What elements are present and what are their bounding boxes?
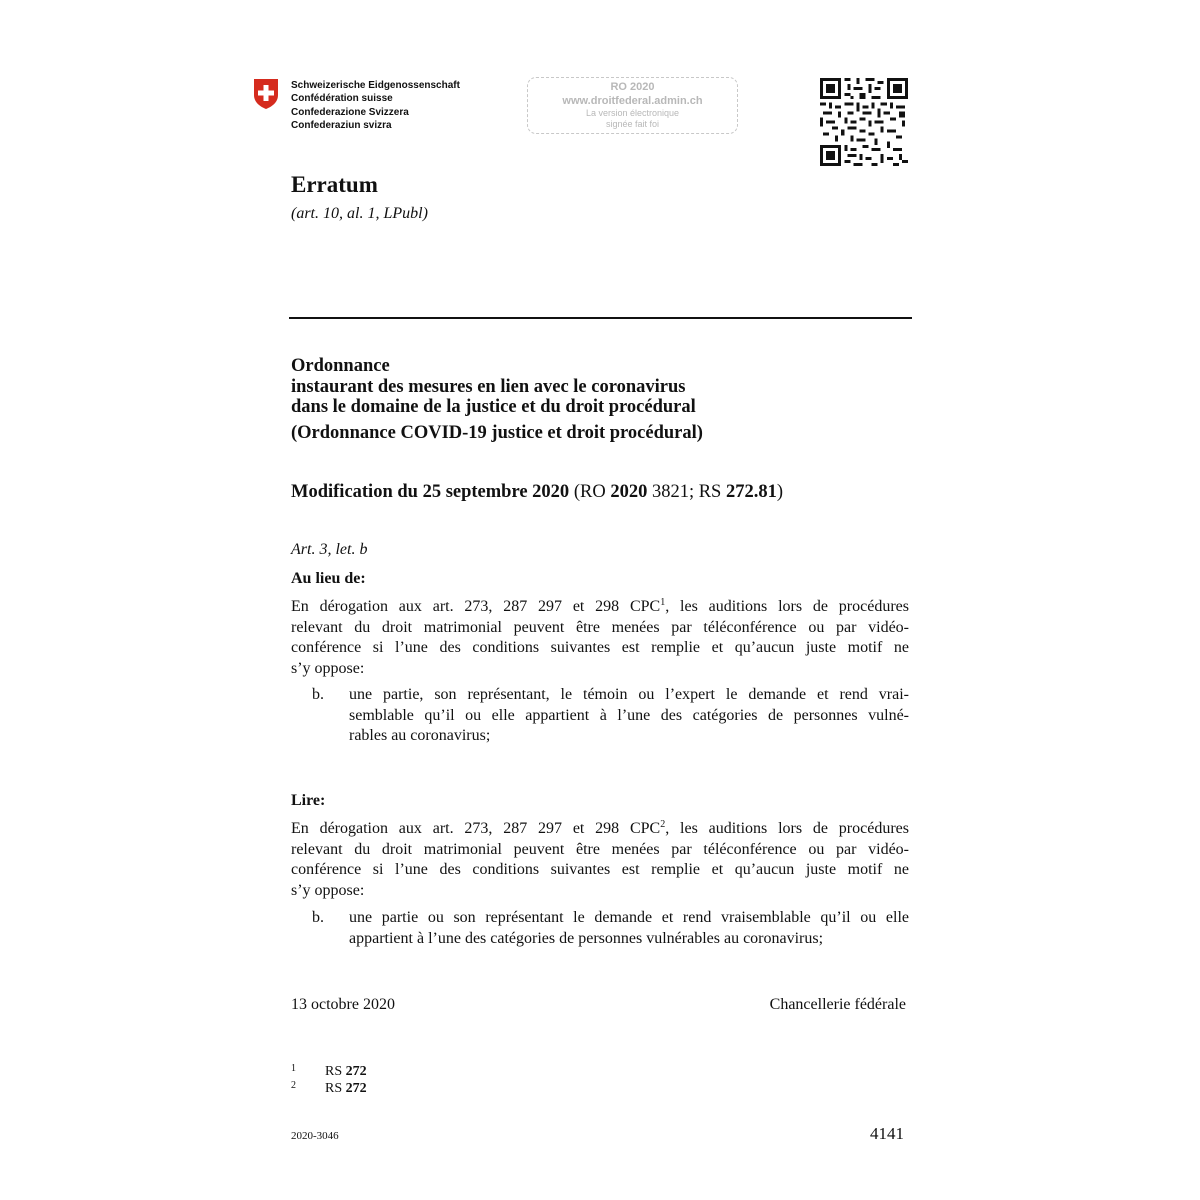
paragraph-line: s’y oppose:: [291, 659, 365, 677]
paragraph-line: [291, 597, 909, 618]
erratum-legal-reference: (art. 10, al. 1, LPubl): [291, 205, 428, 222]
modification-line: [291, 482, 783, 503]
paragraph-line-text: En dérogation aux art. 273, 287 297 et 298 CPC: [291, 820, 661, 837]
confederation-name-rm: Confederaziun svizra: [291, 119, 392, 131]
modification-label: Modification du 25 septembre 2020: [291, 482, 570, 502]
paragraph-line: [291, 819, 909, 840]
footnote-2: [291, 1080, 367, 1097]
footnote-number: 1: [291, 1063, 296, 1074]
ro-suffix: ): [776, 482, 784, 502]
item-letter: b.: [312, 686, 324, 703]
item-text: [349, 908, 909, 949]
instead-of-label: Au lieu de:: [291, 570, 366, 587]
item-line: rables au coronavirus;: [349, 727, 491, 744]
ordinance-short-title: (Ordonnance COVID-19 justice et droit procédural): [291, 423, 703, 443]
paragraph-line: conférence si l’une des conditions suivantes est remplie et qu’aucun juste motif ne: [291, 639, 909, 656]
stamp-website: www.droitfederal.admin.ch: [562, 95, 703, 107]
confederation-name-fr: Confédération suisse: [291, 93, 393, 105]
ro-page: 3821; RS: [647, 482, 726, 502]
document-number: 2020-3046: [291, 1130, 339, 1142]
footnote-number: 2: [291, 1080, 296, 1091]
ordinance-title-line: dans le domaine de la justice et du droit procédural: [291, 397, 696, 417]
item-line: appartient à l’une des catégories de personnes vulnérables au coronavirus;: [349, 929, 824, 947]
footnote-ref-number: 272: [345, 1081, 367, 1096]
article-reference: Art. 3, let. b: [291, 541, 368, 558]
stamp-ro-year: RO 2020: [610, 81, 655, 93]
instead-of-paragraph: [291, 597, 909, 679]
ordinance-title-line: instaurant des mesures en lien avec le coronavirus: [291, 376, 686, 397]
confederation-names: [291, 79, 460, 132]
footnote-prefix: RS: [325, 1081, 346, 1096]
confederation-name-de: Schweizerische Eidgenossenschaft: [291, 80, 460, 91]
footnote-ref: 2: [660, 819, 666, 830]
item-line: semblable qu’il ou elle appartient à l’une des catégories de personnes vulné-: [349, 706, 909, 724]
paragraph-line: relevant du droit matrimonial peuvent être menées par téléconférence ou par vidéo-: [291, 840, 909, 858]
paragraph-line-text: , les auditions lors de procédures: [665, 598, 909, 615]
page-number: 4141: [870, 1124, 904, 1143]
official-publication-stamp: [527, 77, 738, 134]
paragraph-line-text: En dérogation aux art. 273, 287 297 et 298 CPC: [291, 598, 661, 615]
ro-year: 2020: [610, 482, 648, 502]
item-letter: b.: [312, 909, 324, 926]
item-line: une partie ou son représentant le demande et rend vraisemblable qu’il ou elle: [349, 909, 909, 926]
stamp-note-1: La version électronique: [585, 108, 680, 118]
horizontal-divider: [289, 317, 912, 319]
ordinance-title: [291, 356, 696, 418]
ordinance-title-line: Ordonnance: [291, 356, 390, 376]
erratum-title: Erratum: [291, 172, 378, 197]
ro-prefix: (RO: [573, 482, 611, 502]
swiss-coat-of-arms-icon: [253, 78, 279, 110]
paragraph-line: s’y oppose:: [291, 881, 365, 899]
footnote-prefix: RS: [325, 1064, 346, 1079]
confederation-name-it: Confederazione Svizzera: [291, 106, 409, 118]
rs-number: 272.81: [725, 482, 777, 502]
footnote-ref-number: 272: [345, 1064, 367, 1079]
paragraph-line: relevant du droit matrimonial peuvent être menées par téléconférence ou par vidéo-: [291, 618, 909, 636]
item-text: [349, 685, 909, 747]
paragraph-line-text: , les auditions lors de procédures: [665, 820, 909, 837]
qr-code-icon: [820, 78, 908, 166]
paragraph-line: conférence si l’une des conditions suivantes est remplie et qu’aucun juste motif ne: [291, 861, 909, 878]
read-label: Lire:: [291, 792, 326, 809]
issue-date: 13 octobre 2020: [291, 996, 395, 1013]
footnote-ref: 1: [660, 597, 666, 608]
item-line: une partie, son représentant, le témoin ou l’expert le demande et rend vrai-: [349, 686, 909, 703]
stamp-note-2: signée fait foi: [605, 119, 660, 129]
issuing-authority: Chancellerie fédérale: [769, 996, 906, 1013]
read-paragraph: [291, 819, 909, 901]
footnote-1: [291, 1063, 367, 1080]
